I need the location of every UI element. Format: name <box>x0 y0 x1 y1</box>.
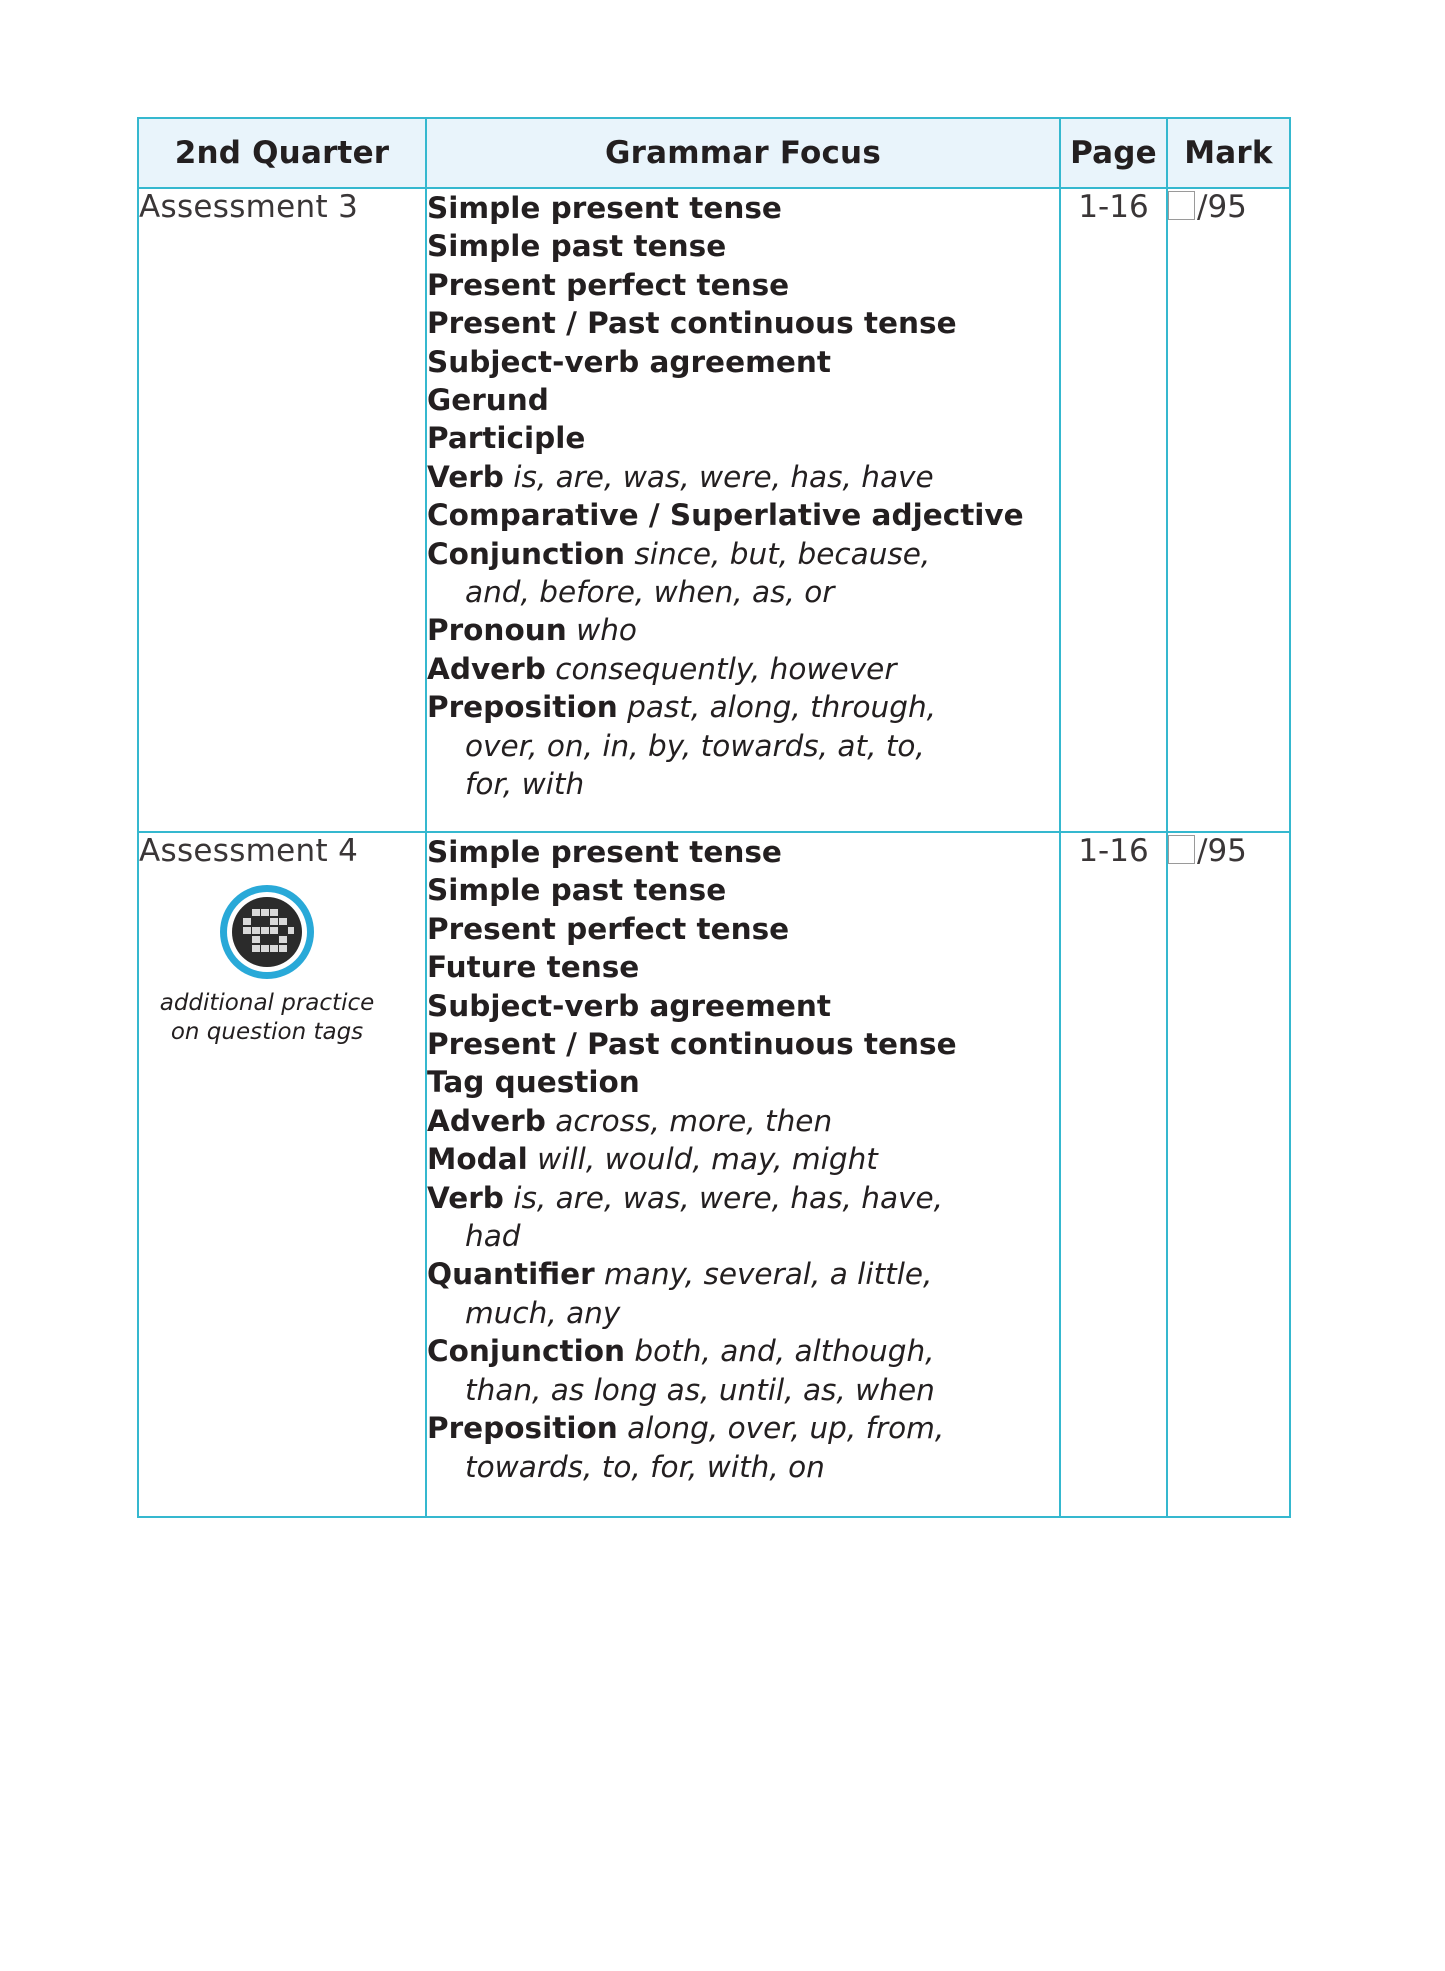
assessment-label: Assessment 4 <box>139 833 359 869</box>
assessment-cell <box>138 188 426 832</box>
grammar-term: Conjunction <box>427 536 626 571</box>
grammar-focus-line <box>427 1217 1059 1255</box>
grammar-focus-line <box>427 1063 1059 1101</box>
grammar-examples: across, more, then <box>555 1103 833 1138</box>
grammar-focus-line <box>427 189 1059 227</box>
grammar-examples: towards, to, for, with, on <box>465 1449 825 1484</box>
grammar-focus-line <box>427 1371 1059 1409</box>
grammar-focus-line <box>427 833 1059 871</box>
grammar-focus-line <box>427 688 1059 726</box>
grammar-term: Simple present tense <box>427 835 782 869</box>
grammar-examples: consequently, however <box>555 651 897 686</box>
grammar-focus-line <box>427 987 1059 1025</box>
grammar-examples: much, any <box>465 1295 621 1330</box>
grammar-term: Present / Past continuous tense <box>427 306 957 341</box>
grammar-term: Comparative / Superlative adjective <box>427 498 1024 533</box>
table-row-assessment-4 <box>138 832 1290 1517</box>
grammar-examples: who <box>576 613 637 648</box>
grammar-term: Gerund <box>427 383 549 418</box>
header-page: Page <box>1060 118 1167 188</box>
grammar-term: Modal <box>427 1142 528 1177</box>
grammar-focus-line <box>427 381 1059 419</box>
grammar-focus-cell <box>426 188 1060 832</box>
grammar-focus-line <box>427 1332 1059 1370</box>
mark-total: /95 <box>1197 189 1247 225</box>
grammar-focus-line <box>427 227 1059 265</box>
grammar-examples: many, several, a little, <box>604 1257 933 1292</box>
grammar-focus-line <box>427 765 1059 803</box>
grammar-focus-line <box>427 871 1059 909</box>
grammar-focus-line <box>427 1025 1059 1063</box>
grammar-focus-line <box>427 1102 1059 1140</box>
grammar-focus-line <box>427 611 1059 649</box>
grammar-examples: for, with <box>465 767 585 802</box>
grammar-examples: over, on, in, by, towards, at, to, <box>465 728 925 763</box>
grammar-term: Simple past tense <box>427 229 727 264</box>
grammar-focus-line <box>427 910 1059 948</box>
grammar-term: Simple present tense <box>427 191 782 225</box>
grammar-focus-list <box>427 189 1059 804</box>
grammar-focus-line <box>427 1140 1059 1178</box>
grammar-examples: will, would, may, might <box>537 1142 878 1177</box>
crossword-icon <box>218 883 316 981</box>
table-row-assessment-3 <box>138 188 1290 832</box>
grammar-term: Adverb <box>427 651 546 686</box>
grammar-term: Present perfect tense <box>427 911 790 946</box>
grammar-term: Subject-verb agreement <box>427 344 831 379</box>
assessment-label: Assessment 3 <box>139 189 359 225</box>
grammar-term: Present perfect tense <box>427 267 790 302</box>
grammar-focus-line <box>427 650 1059 688</box>
mark-input-box[interactable] <box>1168 835 1195 864</box>
grammar-focus-line <box>427 1409 1059 1447</box>
grammar-term: Conjunction <box>427 1334 626 1369</box>
grammar-focus-line <box>427 535 1059 573</box>
header-mark: Mark <box>1167 118 1290 188</box>
grammar-focus-table <box>137 117 1291 1518</box>
grammar-term: Tag question <box>427 1065 640 1100</box>
grammar-focus-line <box>427 948 1059 986</box>
page-cell: 1-16 <box>1060 188 1167 832</box>
grammar-examples: and, before, when, as, or <box>465 575 835 610</box>
grammar-focus-line <box>427 1255 1059 1293</box>
grammar-examples: since, but, because, <box>634 536 931 571</box>
grammar-term: Future tense <box>427 950 640 985</box>
assessment-cell <box>138 832 426 1517</box>
practice-note <box>139 989 395 1047</box>
mark-cell <box>1167 832 1290 1517</box>
grammar-term: Preposition <box>427 690 618 725</box>
grammar-focus-line <box>427 343 1059 381</box>
practice-note-line: additional practice <box>159 990 375 1016</box>
grammar-examples: past, along, through, <box>627 690 937 725</box>
grammar-term: Subject-verb agreement <box>427 988 831 1023</box>
grammar-focus-line <box>427 727 1059 765</box>
mark-cell <box>1167 188 1290 832</box>
grammar-focus-line <box>427 573 1059 611</box>
grammar-focus-line <box>427 496 1059 534</box>
grammar-focus-line <box>427 1294 1059 1332</box>
grammar-examples: is, are, was, were, has, have, <box>513 1180 944 1215</box>
header-grammar-focus: Grammar Focus <box>426 118 1060 188</box>
grammar-term: Adverb <box>427 1103 546 1138</box>
grammar-focus-line <box>427 1179 1059 1217</box>
grammar-examples: than, as long as, until, as, when <box>465 1372 935 1407</box>
grammar-focus-line <box>427 419 1059 457</box>
grammar-term: Verb <box>427 1180 504 1215</box>
header-quarter: 2nd Quarter <box>138 118 426 188</box>
grammar-term: Present / Past continuous tense <box>427 1027 957 1062</box>
grammar-focus-cell <box>426 832 1060 1517</box>
grammar-examples: along, over, up, from, <box>627 1411 945 1446</box>
grammar-focus-line <box>427 304 1059 342</box>
grammar-focus-list <box>427 833 1059 1486</box>
grammar-examples: had <box>465 1219 521 1254</box>
grammar-term: Simple past tense <box>427 873 727 908</box>
grammar-focus-line <box>427 266 1059 304</box>
practice-note-line: on question tags <box>170 1019 364 1045</box>
page-cell: 1-16 <box>1060 832 1167 1517</box>
grammar-term: Quantifier <box>427 1257 595 1292</box>
grammar-term: Pronoun <box>427 613 567 648</box>
header-row <box>138 118 1290 188</box>
grammar-focus-line <box>427 1448 1059 1486</box>
grammar-examples: both, and, although, <box>634 1334 935 1369</box>
mark-total: /95 <box>1197 833 1247 869</box>
grammar-term: Verb <box>427 459 504 494</box>
grammar-examples: is, are, was, were, has, have <box>513 459 934 494</box>
mark-input-box[interactable] <box>1168 191 1195 220</box>
grammar-term: Participle <box>427 421 586 456</box>
grammar-term: Preposition <box>427 1411 618 1446</box>
grammar-focus-line <box>427 458 1059 496</box>
